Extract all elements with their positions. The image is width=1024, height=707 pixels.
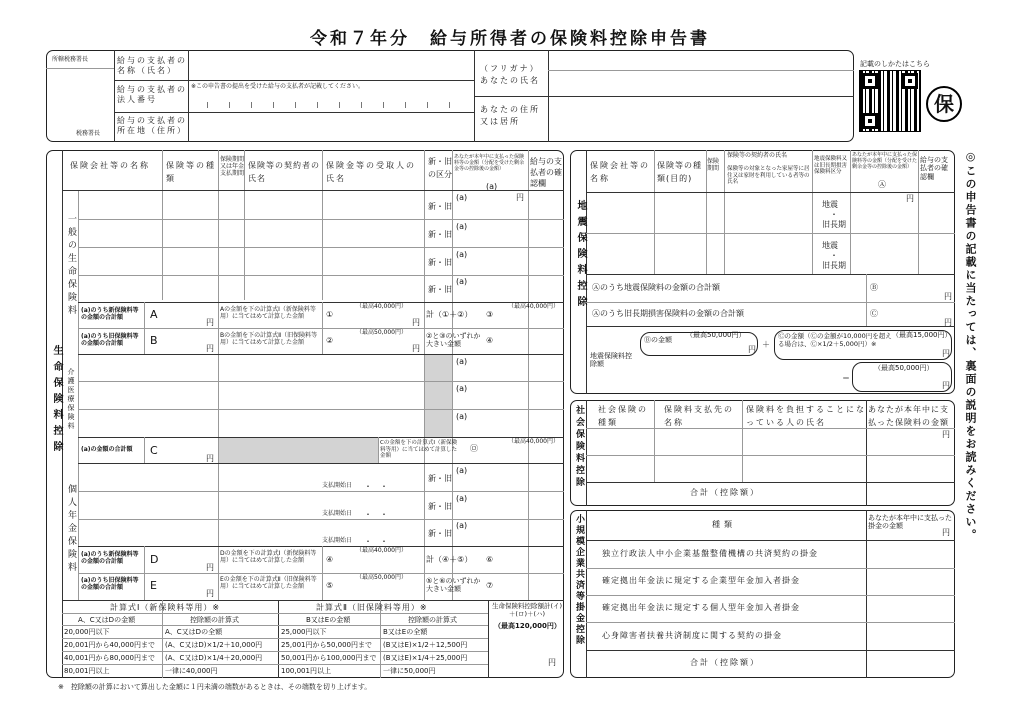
smallbiz-yen: 円 <box>942 528 950 537</box>
your-address-input[interactable] <box>550 98 852 140</box>
rowA-yen: 円 <box>206 318 214 327</box>
b-amount-label: Ⓑの金額 <box>644 336 672 344</box>
social-yen: 円 <box>942 430 950 439</box>
life-col-type: 保険等の種類 <box>166 161 216 183</box>
quake-kind-1[interactable]: 地震 <box>822 200 838 209</box>
quake-total-yen: 円 <box>942 381 950 390</box>
rowD-max: （最高40,000円） <box>356 547 407 554</box>
footnote: ※ 控除額の計算において算出した金額に１円未満の端数があるときは、その端数を切り上げます。 <box>58 683 372 691</box>
b-amount-max: （最高50,000円） <box>686 331 746 339</box>
rowB-letter: B <box>150 334 158 347</box>
rowA-letter: A <box>150 308 158 321</box>
pension-start-2: 支払開始日 <box>322 510 353 517</box>
a-mark-3: (a) <box>456 250 468 259</box>
quake-kind-dot-2: ・ <box>830 251 838 260</box>
furigana-input[interactable] <box>550 52 852 68</box>
social-col-payer: 保険料を負担することになっている人の氏名 <box>746 405 866 427</box>
a-mark-2: (a) <box>456 222 468 231</box>
life-total-yen: 円 <box>548 658 556 667</box>
payer-number-note: ※この申告書の提出を受けた給与の支払者が記載してください。 <box>191 83 365 90</box>
rowA-max: （最高40,000円） <box>356 303 407 310</box>
c-rule-yen: 円 <box>942 349 950 358</box>
smallbiz-row-1: 独立行政法人中小企業基盤整備機構の共済契約の掛金 <box>602 549 818 558</box>
larger-2-3: ②と③のいずれか大きい金額 <box>426 332 481 349</box>
formula2-title: 計算式Ⅱ（旧保険料等用）※ <box>316 603 428 612</box>
grey-cell-1 <box>425 355 452 437</box>
newold-p1[interactable]: 新・旧 <box>428 474 452 483</box>
newold-p3[interactable]: 新・旧 <box>428 529 452 538</box>
quake-col-kind: 地震保険料又は旧長期損害保険料区分 <box>814 156 848 176</box>
life-col-company: 保険会社等の名称 <box>70 161 150 170</box>
quake-sumC-label: Ⓐのうち旧長期損害保険料の金額の合計額 <box>592 309 744 318</box>
quake-deduct-label: 地震保険料控除額 <box>590 352 632 369</box>
quake-kind-2[interactable]: 地震 <box>822 241 838 250</box>
pension-start-1: 支払開始日 <box>322 482 353 489</box>
formula1-head-amount: A、C又はDの金額 <box>78 616 136 624</box>
your-name-label: あなたの氏名 <box>480 76 540 85</box>
formula2-r1-calc: B又はEの全額 <box>383 628 428 636</box>
payer-name-label: 給与の支払者の名称（氏名） <box>117 56 187 75</box>
formula2-r2-amount: 25,001円から50,000円まで <box>281 641 372 649</box>
formula1-r3-calc: (A、C又はD)×1/4＋20,000円 <box>165 654 263 662</box>
guide-label: 記載のしかたはこちら <box>860 60 930 68</box>
payer-name-input[interactable] <box>190 52 472 78</box>
rowD-calc: Dの金額を下の計算式Ⅰ（新保険料等用）に当てはめて計算した金額 <box>220 550 317 565</box>
formula1-r4-amount: 80,001円以上 <box>64 667 110 675</box>
smallbiz-col-paid: あなたが本年中に支払った掛金の金額 <box>868 514 952 531</box>
rowB-yen2: 円 <box>412 344 420 353</box>
life-col-period: 保険期間又は年金支払期間 <box>220 156 245 178</box>
newold-3[interactable]: 新・旧 <box>428 258 452 267</box>
a-mark-p3: (a) <box>456 521 468 530</box>
quake-yen-1: 円 <box>906 194 914 203</box>
life-col-paid: あなたが本年中に支払った保険料等の金額（分配を受けた剰余金等の控除後の金額） <box>454 154 525 172</box>
form-title: 令和７年分 給与所得者の保険料控除申告書 <box>310 29 710 49</box>
quake-col-period: 保険期間 <box>707 158 720 173</box>
life-section-label: 生命保険料控除 <box>51 345 62 457</box>
newold-1[interactable]: 新・旧 <box>428 202 452 211</box>
smallbiz-row-3: 確定拠出年金法に規定する個人型年金加入者掛金 <box>602 603 800 612</box>
rowC-letter: C <box>150 444 158 457</box>
tax-office-label: 所轄税務署長 <box>52 56 89 63</box>
rowE-calc: Eの金額を下の計算式Ⅱ（旧保険料等用）に当てはめて計算した金額 <box>220 576 317 591</box>
quake-col-contractor: 保険等の契約者の氏名 <box>727 152 788 159</box>
formula1-r1-calc: A、C又はDの全額 <box>165 628 223 636</box>
formula1-r1-amount: 20,000円以下 <box>64 628 110 636</box>
life-col-paid-mark: (a) <box>486 182 498 191</box>
quake-col-insured: 保険等の対象となった家屋等に居住又は家財を利用している者等の氏名 <box>727 166 810 186</box>
quake-section-label: 地震保険料控除 <box>575 200 586 312</box>
rowB-circle: ② <box>326 336 334 345</box>
pension-label: 個人年金保険料 <box>66 484 76 575</box>
your-address-label: あなたの住所又は居所 <box>480 105 540 126</box>
furigana-label: （フリガナ） <box>480 64 540 73</box>
rowB-max: （最高50,000円） <box>356 329 407 336</box>
a-mark-p2: (a) <box>456 494 468 503</box>
newold-p2[interactable]: 新・旧 <box>428 502 452 511</box>
equals-sign: ＝ <box>842 374 850 383</box>
formula2-r4-amount: 100,001円以上 <box>281 667 331 675</box>
circle-8: ⑦ <box>486 581 494 590</box>
rowD-yen: 円 <box>206 563 214 572</box>
smallbiz-row-4: 心身障害者扶養共済制度に関する契約の掛金 <box>602 631 782 640</box>
formula1-r2-amount: 20,001円から40,000円まで <box>64 641 155 649</box>
rowA-label: (a)のうち新保険料等の金額の合計額 <box>81 307 139 322</box>
pension-date-3[interactable]: ・ ・ <box>364 537 388 546</box>
grey-cell-2 <box>219 438 378 463</box>
payer-number-input[interactable] <box>190 92 472 110</box>
formula2-r3-calc: (B又はE)×1/4＋25,000円 <box>383 654 468 662</box>
smallbiz-total-label: 合計（控除額） <box>690 658 760 667</box>
quake-kind-old-1[interactable]: 旧長期 <box>822 220 846 229</box>
rowB-calc: Bの金額を下の計算式Ⅱ（旧保険料等用）に当てはめて計算した金額 <box>220 332 318 347</box>
life-col-contractor: 保険等の契約者の氏名 <box>248 161 320 183</box>
rowE-label: (a)のうち旧保険料等の金額の合計額 <box>81 577 139 592</box>
life-total-input[interactable] <box>490 634 562 676</box>
a-mark-care-1: (a) <box>456 357 468 366</box>
quake-kind-dot-1: ・ <box>830 210 838 219</box>
a-mark-care-2: (a) <box>456 384 468 393</box>
tax-office-suffix: 税務署長 <box>76 130 101 137</box>
rowB-yen: 円 <box>206 344 214 353</box>
formula1-title: 計算式Ⅰ（新保険料等用）※ <box>110 603 221 612</box>
rowB-label: (a)のうち旧保険料等の金額の合計額 <box>81 333 139 348</box>
life-total-label: 生命保険料控除額計(イ)＋(ロ)＋(ハ) <box>491 602 563 618</box>
formula2-r3-amount: 50,001円から100,000円まで <box>281 654 377 662</box>
sum-4-5: 計（④＋⑤） <box>426 555 473 564</box>
social-total-input[interactable] <box>868 484 954 504</box>
newold-4[interactable]: 新・旧 <box>428 285 452 294</box>
quake-col-company: 保険会社等の名称 <box>590 161 650 183</box>
pension-date-1[interactable]: ・ ・ <box>364 482 388 491</box>
rowD-label: (a)のうち新保険料等の金額の合計額 <box>81 551 139 566</box>
circle-ro: ㋺ <box>470 444 478 453</box>
payer-number-label: 給与の支払者の法人番号 <box>117 85 187 104</box>
formula1-r4-calc: 一律に40,000円 <box>165 667 218 675</box>
social-col-kind: 社会保険の種類 <box>598 405 648 427</box>
quake-sumB-mark: Ⓑ <box>870 283 878 292</box>
formula1-r3-amount: 40,001円から80,000円まで <box>64 654 155 662</box>
social-col-paid: あなたが本年中に支払った保険料の金額 <box>868 405 949 427</box>
life-col-newold: 新・旧の区分 <box>428 157 452 179</box>
circle-4: ④ <box>486 336 494 345</box>
instructions-note: ◎この申告書の記載に当たっては、裏面の説明をお読みください。 <box>964 150 977 542</box>
smallbiz-section-label: 小規模企業共済等掛金控除 <box>574 514 584 646</box>
quake-total-max: （最高50,000円） <box>874 364 934 372</box>
quake-sumC-mark: Ⓒ <box>870 309 878 318</box>
quake-col-type: 保険等の種類(目的) <box>657 161 702 183</box>
formula2-r1-amount: 25,000円以下 <box>281 628 327 636</box>
rowE-yen: 円 <box>206 589 214 598</box>
rowC-label: (a)の金額の合計額 <box>81 446 133 453</box>
circle-6: ⑥ <box>486 555 494 564</box>
newold-2[interactable]: 新・旧 <box>428 230 452 239</box>
larger-5-6: ⑤と⑥のいずれか大きい金額 <box>426 577 481 594</box>
rowC-yen: 円 <box>206 454 214 463</box>
a-mark-p1: (a) <box>456 466 468 475</box>
rowA-circle: ① <box>326 310 334 319</box>
quake-sumC-yen: 円 <box>944 318 952 327</box>
plus-sign: ＋ <box>762 340 770 349</box>
general-life-label: 一般の生命保険料 <box>66 214 76 318</box>
payer-address-label: 給与の支払者の所在地（住所） <box>117 116 187 135</box>
your-name-input[interactable] <box>550 72 852 94</box>
social-col-payee: 保険料支払先の名称 <box>664 405 734 427</box>
rowE-circle: ⑤ <box>326 581 334 590</box>
a-mark-care-3: (a) <box>456 412 468 421</box>
smallbiz-row-2: 確定拠出年金法に規定する企業型年金加入者掛金 <box>602 576 800 585</box>
life-total-max: （最高120,000円） <box>494 622 561 630</box>
smallbiz-col-kind: 種類 <box>712 520 736 529</box>
insurance-seal-mark: 保 <box>926 86 962 122</box>
pension-date-2[interactable]: ・ ・ <box>364 510 388 519</box>
a-mark-4: (a) <box>456 277 468 286</box>
circle-3: ③ <box>486 310 494 319</box>
qr-code-icon[interactable] <box>859 70 921 132</box>
life-col-recipient: 保険金等の受取人の氏名 <box>326 161 416 183</box>
formula1-r2-calc: (A、C又はD)×1/2＋10,000円 <box>165 641 263 649</box>
formula2-head-amount: B又はEの金額 <box>306 616 351 624</box>
rowC-max: （最高40,000円） <box>508 438 559 445</box>
quake-kind-old-2[interactable]: 旧長期 <box>822 261 846 270</box>
quake-sumB-label: Ⓐのうち地震保険料の金額の合計額 <box>592 283 720 292</box>
rowE-max: （最高50,000円） <box>356 574 407 581</box>
b-amount-yen: 円 <box>748 345 756 354</box>
quake-col-paid: あなたが本年中に支払った保険料等の金額（分配を受けた剰余金等の控除後の金額） <box>852 152 918 170</box>
c-rule-label: Ⓒの金額（Ⓒの金額が10,000円を超える場合は、Ⓒ×1/2＋5,000円）※ <box>778 332 892 348</box>
rowD-letter: D <box>150 553 159 566</box>
formula2-r2-calc: (B又はE)×1/2＋12,500円 <box>383 641 468 649</box>
rowD-circle: ④ <box>326 555 334 564</box>
rowA-yen2: 円 <box>412 318 420 327</box>
sum-1-2: 計（①＋②） <box>426 310 473 319</box>
formula2-head-calc: 控除額の計算式 <box>408 616 457 624</box>
life-col-check: 給与の支払者の確認欄 <box>530 157 562 189</box>
care-label: 介護医療保険料 <box>67 368 75 431</box>
quake-sumB-yen: 円 <box>944 292 952 301</box>
rowA-calc: Aの金額を下の計算式Ⅰ（新保険料等用）に当てはめて計算した金額 <box>220 306 316 321</box>
sum-1-2-max: （最高40,000円） <box>508 303 559 310</box>
formula2-r4-calc: 一律に50,000円 <box>383 667 436 675</box>
c-rule-max: （最高15,000円） <box>892 331 952 339</box>
quake-col-check: 給与の支払者の確認欄 <box>920 156 948 181</box>
payer-address-input[interactable] <box>190 114 472 140</box>
a-mark-1: (a) <box>456 193 468 202</box>
pension-start-3: 支払開始日 <box>322 537 353 544</box>
rowC-calc: Cの金額を下の計算式Ⅰ（新保険料等用）に当てはめて計算した金額 <box>380 440 458 460</box>
quake-col-paid-mark: Ⓐ <box>878 180 886 189</box>
yen-1: 円 <box>516 193 524 202</box>
social-total-label: 合計（控除額） <box>690 488 760 497</box>
formula1-head-calc: 控除額の計算式 <box>190 616 239 624</box>
smallbiz-total-input[interactable] <box>868 652 954 676</box>
social-section-label: 社会保険料控除 <box>574 405 584 489</box>
life-insurance-section <box>46 150 564 678</box>
rowE-letter: E <box>150 579 157 592</box>
